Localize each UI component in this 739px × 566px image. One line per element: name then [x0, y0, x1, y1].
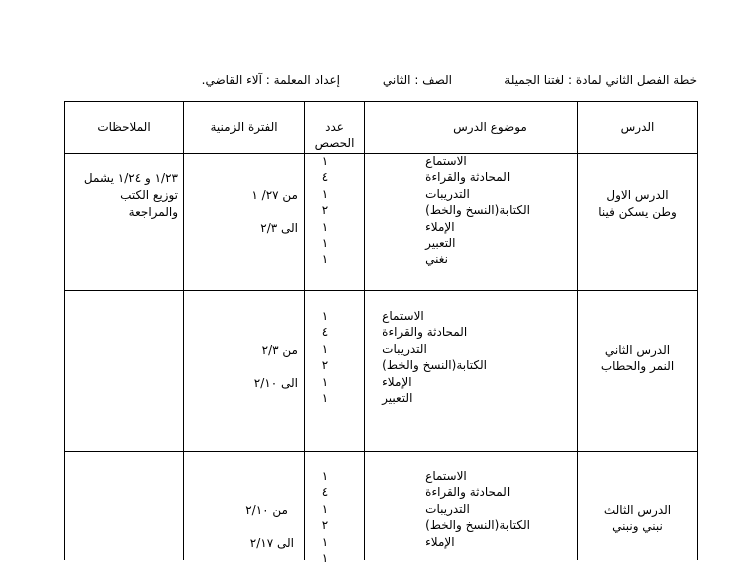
list-item: الكتابة(النسخ والخط) [382, 358, 487, 373]
row-divider [64, 451, 698, 452]
list-item: الإملاء [425, 219, 455, 234]
column-divider [364, 101, 365, 560]
list-item: التدريبات [425, 501, 470, 516]
column-header-periods: الحصص [314, 136, 355, 150]
list-item: الكتابة(النسخ والخط) [425, 518, 530, 533]
list-item: الإملاء [425, 534, 455, 549]
table-border-left [64, 101, 65, 560]
column-header-lesson: الدرس [620, 120, 655, 134]
list-item: الإملاء [382, 374, 412, 389]
period-count: ٤ [321, 170, 329, 185]
notes-line: والمراجعة [128, 205, 178, 219]
list-item: التعبير [425, 236, 456, 251]
time-to: الى ٢/١٠ [253, 376, 298, 390]
lesson-name: الدرس الثاني [604, 343, 671, 357]
period-count: ١ [321, 341, 329, 356]
period-count: ٢ [321, 358, 329, 373]
prepared-by: إعداد المعلمة : آلاء القاضي. [201, 73, 340, 87]
lesson-title: النمر والحطاب [600, 359, 675, 373]
notes-line: ١/٢٣ و ١/٢٤ يشمل [83, 171, 178, 185]
column-header-topic: موضوع الدرس [453, 120, 527, 134]
column-header-periods: عدد [325, 120, 344, 134]
period-count: ١ [321, 219, 329, 234]
topic-list [425, 468, 530, 550]
time-from: من ٢٧/ ١ [251, 188, 298, 202]
list-item: الاستماع [425, 469, 467, 483]
header-row-divider [64, 153, 698, 154]
period-count: ١ [321, 374, 329, 389]
period-count: ١ [321, 534, 329, 549]
time-to: الى ٢/٣ [260, 221, 298, 235]
list-item: الاستماع [382, 309, 424, 323]
period-count: ١ [321, 551, 329, 566]
period-count: ١ [321, 252, 329, 267]
period-count: ١ [321, 186, 329, 201]
period-count: ٤ [321, 485, 329, 500]
time-from: من ٢/٣ [261, 343, 298, 357]
column-divider [183, 101, 184, 560]
list-item: التدريبات [425, 186, 470, 201]
list-item: المحادثة والقراءة [425, 485, 511, 500]
column-divider [577, 101, 578, 560]
table-border-top [64, 101, 698, 102]
lesson-title: وطن يسكن فينا [598, 205, 677, 219]
topic-list [425, 153, 530, 268]
period-count: ١ [321, 236, 329, 251]
list-item: التدريبات [382, 341, 427, 356]
list-item: التعبير [382, 391, 413, 406]
topic-list [382, 308, 487, 406]
list-item: الكتابة(النسخ والخط) [425, 203, 530, 218]
list-item: نغني [425, 252, 448, 267]
time-to: الى ٢/١٧ [249, 536, 294, 550]
period-count: ١ [321, 154, 329, 168]
column-divider [304, 101, 305, 560]
period-count: ٢ [321, 203, 329, 218]
list-item: المحادثة والقراءة [425, 170, 511, 185]
period-count: ١ [321, 309, 329, 323]
lesson-name: الدرس الثالث [603, 503, 672, 517]
column-header-time: الفترة الزمنية [210, 120, 278, 134]
period-count: ٤ [321, 325, 329, 340]
column-header-notes: الملاحظات [97, 120, 151, 134]
table-border-right [697, 101, 698, 560]
lesson-title: نبني ونبني [612, 519, 663, 533]
period-counts [315, 468, 335, 566]
lesson-name: الدرس الاول [606, 188, 669, 202]
period-counts [315, 308, 335, 406]
period-counts [315, 153, 335, 268]
period-count: ٢ [321, 518, 329, 533]
notes-line: توزيع الكتب [120, 188, 178, 202]
period-count: ١ [321, 391, 329, 406]
plan-title: خطة الفصل الثاني لمادة : لغتنا الجميلة [504, 73, 697, 87]
list-item: المحادثة والقراءة [382, 325, 468, 340]
period-count: ١ [321, 469, 329, 483]
time-from: من ٢/١٠ [245, 503, 288, 517]
list-item: الاستماع [425, 154, 467, 168]
row-divider [64, 290, 698, 291]
period-count: ١ [321, 501, 329, 516]
grade-label: الصف : الثاني [382, 73, 452, 87]
